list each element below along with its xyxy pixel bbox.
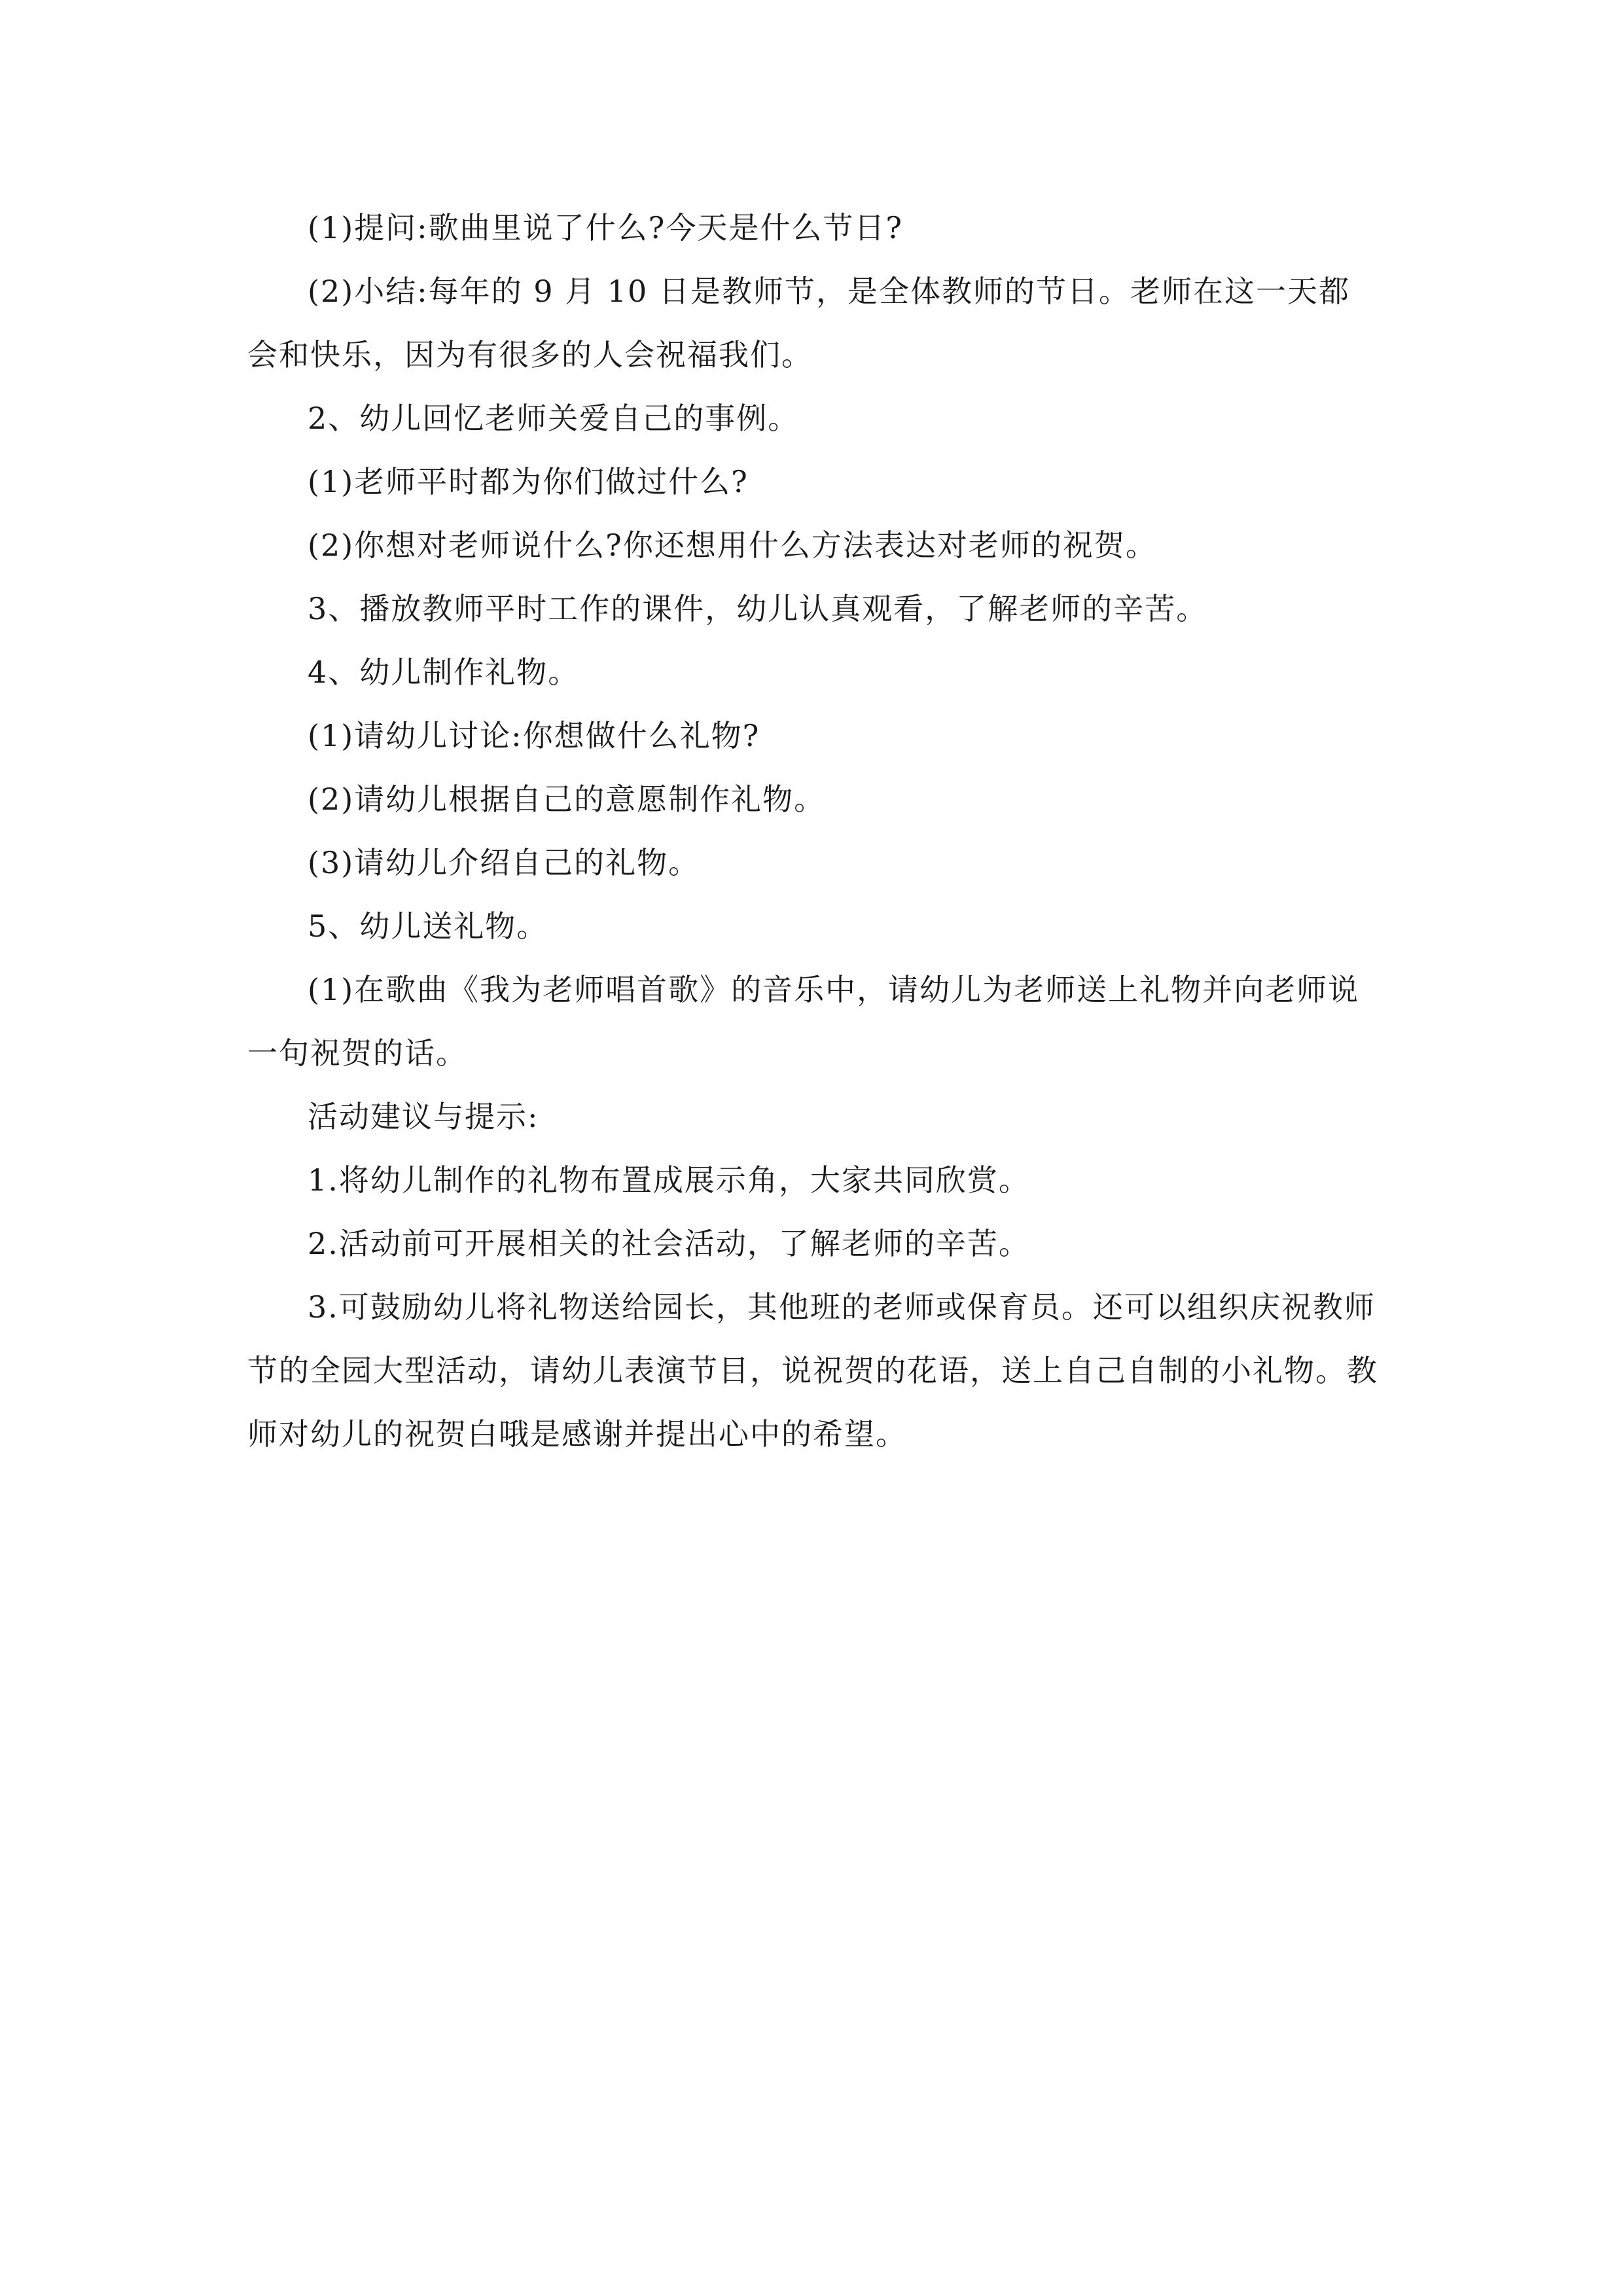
paragraph: (1)请幼儿讨论:你想做什么礼物?	[308, 718, 760, 753]
document-body	[247, 196, 1378, 1466]
paragraph: (2)你想对老师说什么?你还想用什么方法表达对老师的祝贺。	[308, 528, 1157, 563]
paragraph: 3、播放教师平时工作的课件，幼儿认真观看，了解老师的辛苦。	[308, 591, 1208, 626]
paragraph: 1.将幼儿制作的礼物布置成展示角，大家共同欣赏。	[308, 1162, 1030, 1198]
section-heading: 活动建议与提示:	[308, 1099, 539, 1134]
paragraph: 2.活动前可开展相关的社会活动，了解老师的辛苦。	[308, 1226, 1030, 1261]
paragraph: 3.可鼓励幼儿将礼物送给园长，其他班的老师或保育员。还可以组织庆祝教师节的全园大型活动，请幼儿表演节目，说祝贺的花语，送上自己自制的小礼物。教师对幼儿的祝贺白哦是感谢并提出心中的希望。	[247, 1289, 1378, 1452]
paragraph: (3)请幼儿介绍自己的礼物。	[308, 845, 700, 880]
paragraph: (1)老师平时都为你们做过什么?	[308, 464, 749, 499]
paragraph: (1)在歌曲《我为老师唱首歌》的音乐中，请幼儿为老师送上礼物并向老师说一句祝贺的话。	[247, 972, 1360, 1071]
paragraph: (2)请幼儿根据自己的意愿制作礼物。	[308, 781, 826, 817]
paragraph: (2)小结:每年的 9 月 10 日是教师节，是全体教师的节日。老师在这一天都会和快乐，因为有很多的人会祝福我们。	[247, 274, 1350, 372]
paragraph: 2、幼儿回忆老师关爱自己的事例。	[308, 401, 800, 436]
paragraph: (1)提问:歌曲里说了什么?今天是什么节日?	[308, 210, 903, 245]
paragraph: 4、幼儿制作礼物。	[308, 655, 580, 690]
paragraph: 5、幼儿送礼物。	[308, 908, 548, 944]
